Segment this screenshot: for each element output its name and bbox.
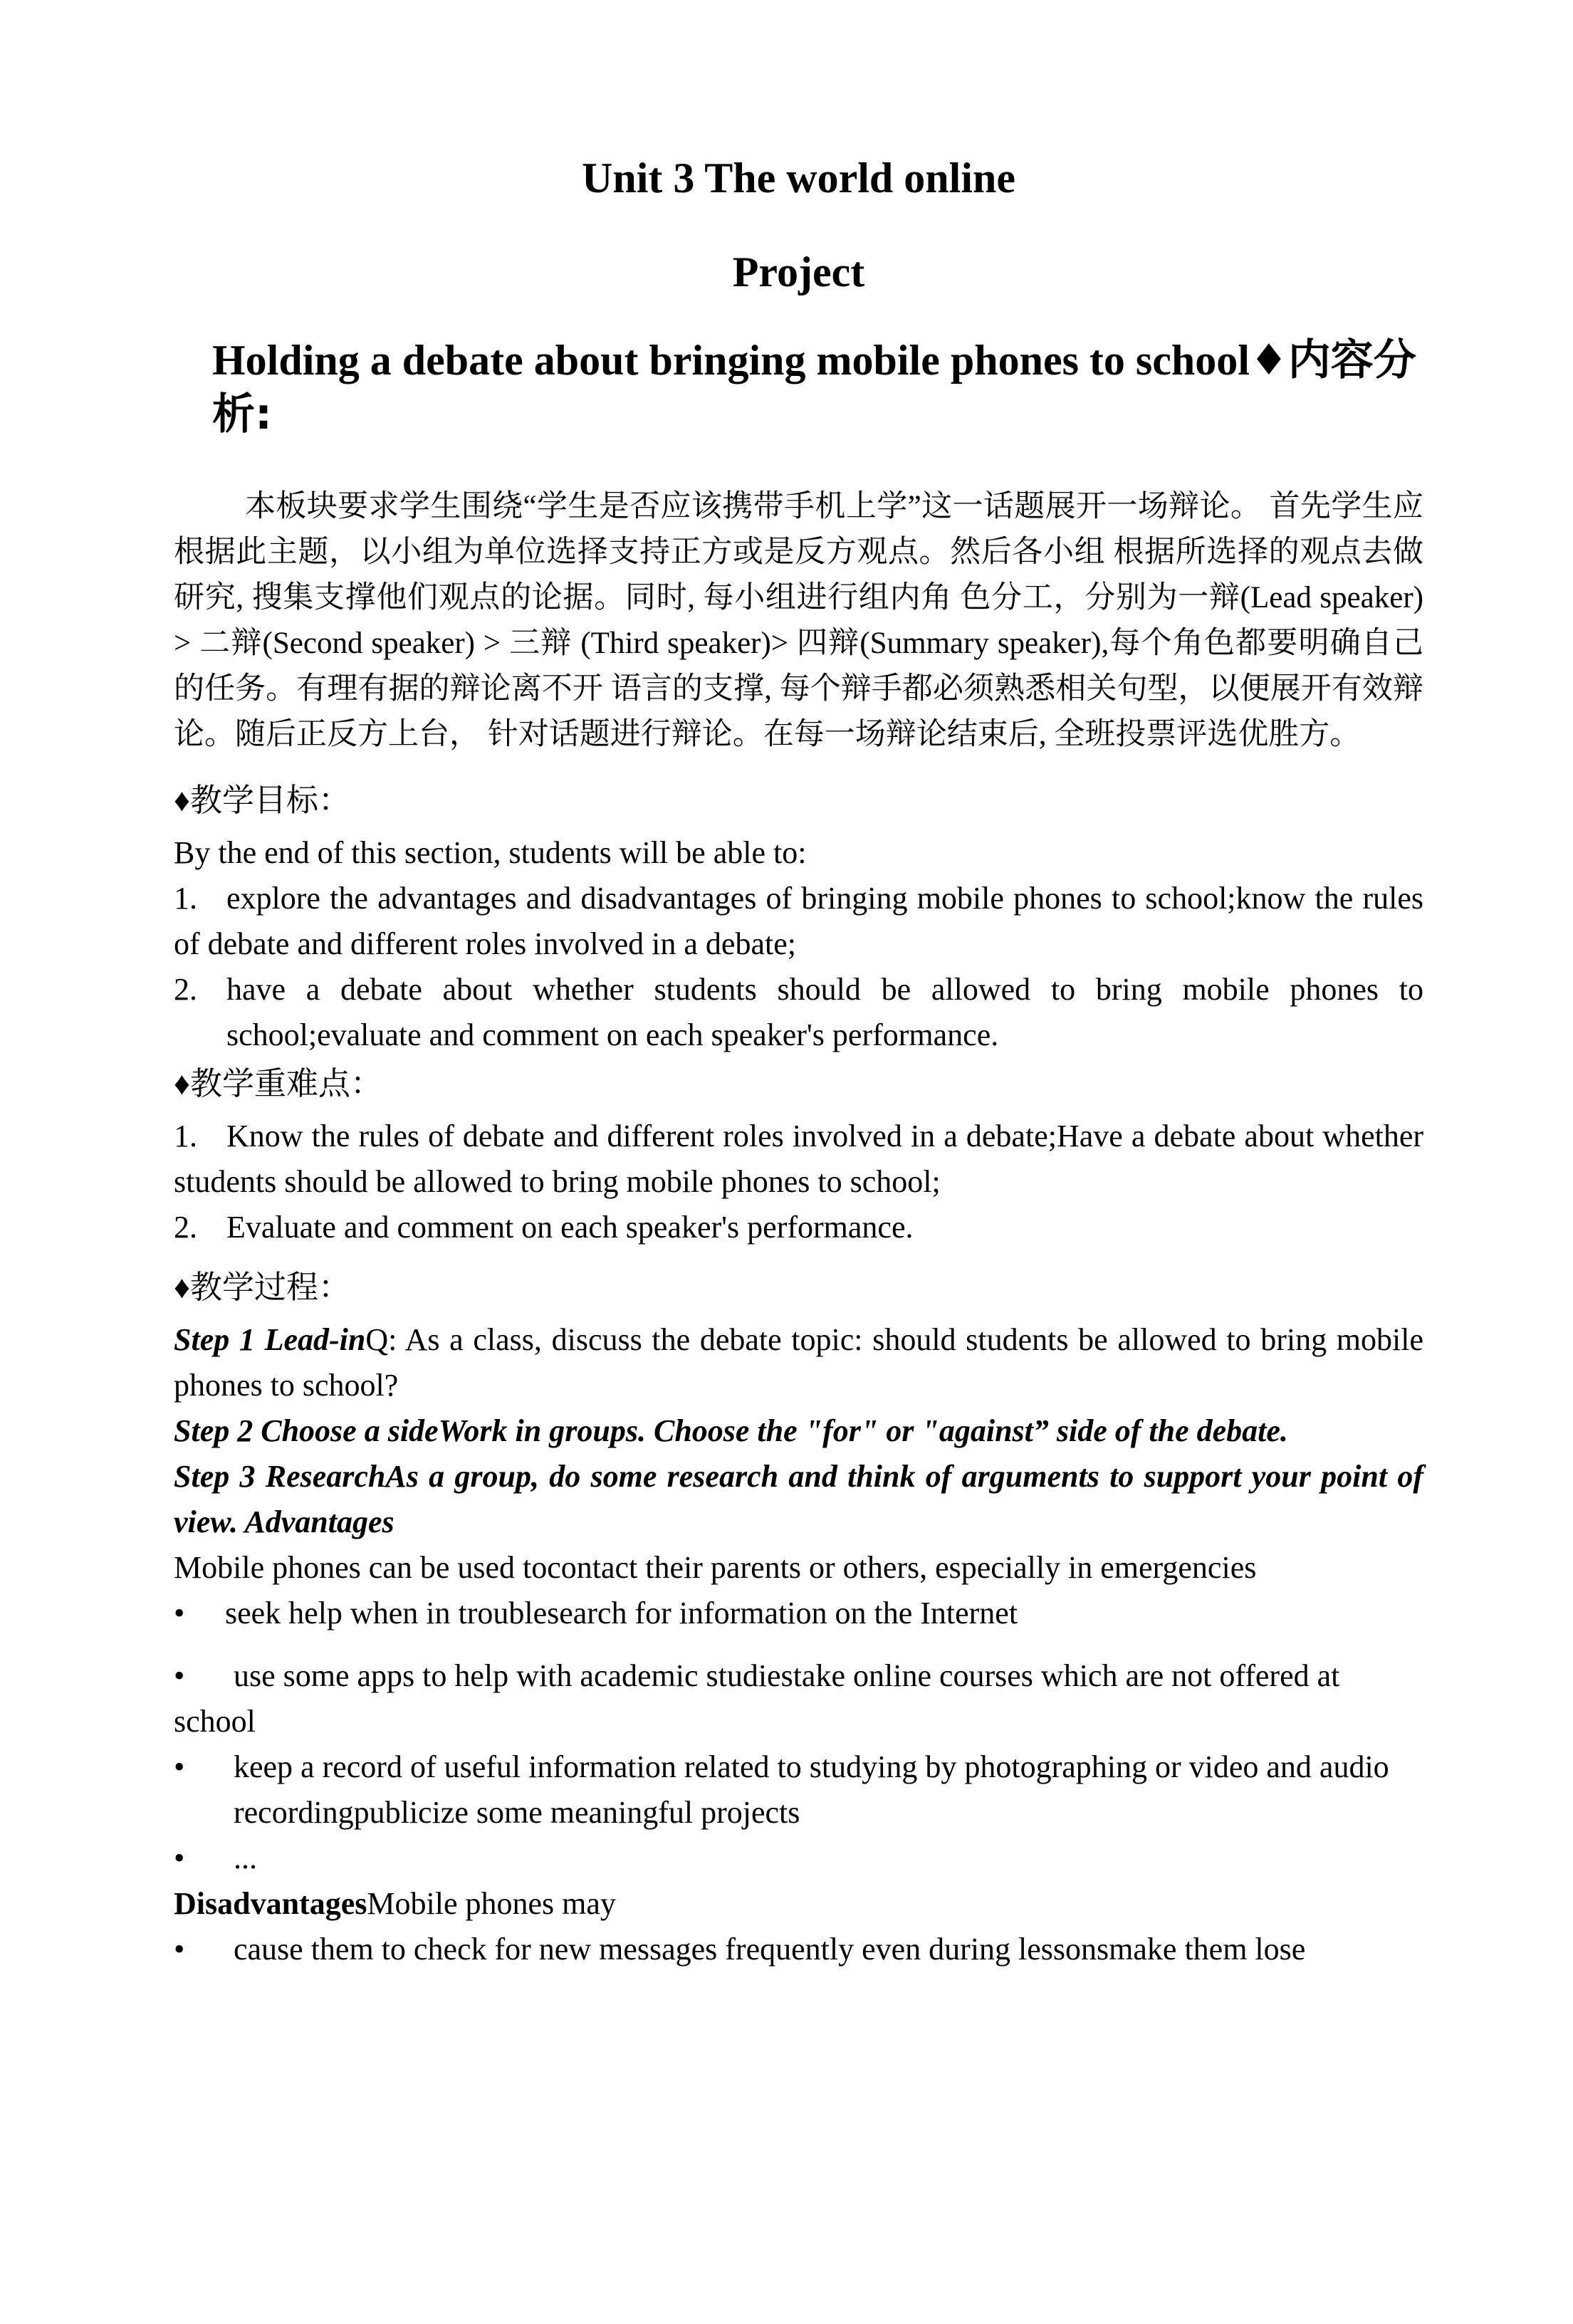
objective-number: 1. [174, 881, 197, 916]
project-title: Project [732, 248, 865, 295]
advantage-text: ... [234, 1841, 257, 1875]
objective-number: 2. [174, 972, 197, 1007]
key-point-item [174, 1114, 1423, 1205]
key-point-text: Evaluate and comment on each speaker's performance. [226, 1210, 914, 1245]
advantage-item [174, 1653, 1423, 1744]
objective-item [174, 967, 1423, 1058]
step-1-text: Q: As a class, discuss the debate topic: should students be allowed to bring mobile phones to school? [174, 1322, 1423, 1403]
process-heading: ♦教学过程： [174, 1270, 350, 1305]
step-1 [174, 1317, 1423, 1408]
step-3: Step 3 ResearchAs a group, do some research and think of arguments to support your point of view. Advantages [174, 1459, 1423, 1539]
bullet-icon: • [174, 1932, 185, 1967]
advantage-text: use some apps to help with academic studiestake online courses which are not offered at school [174, 1658, 1340, 1739]
lesson-heading [174, 333, 1423, 441]
intro-paragraph: 本板块要求学生围绕“学生是否应该携带手机上学”这一话题展开一场辩论。 首先学生应根据此主题，以小组为单位选择支持正方或是反方观点。然后各小组 根据所选择的观点去做研究, 搜集支撑他们观点的论据。同时, 每小组进行组内角 色分工，分别为一辩(Lead speaker) > 二辩(Second speaker) > 三辩 (Third speaker)> 四辩(Summary speaker),每个角色都要明确自己的任务。有理有据的辩论离不开 语言的支撑, 每个辩手都必须熟悉相关句型，以便展开有效辩论。随后正反方上台， 针对话题进行辩论。在每一场辩论结束后, 全班投票评选优胜方。 [174, 490, 1423, 751]
step-2: Step 2 Choose a sideWork in groups. Choose the "for" or "against” side of the debate. [174, 1413, 1288, 1448]
key-point-text: Know the rules of debate and different roles involved in a debate;Have a debate about whether students should be allowed to bring mobile phones to school; [174, 1119, 1423, 1199]
content-analysis-label: ♦内容分析: [212, 335, 1416, 439]
disadvantages-label: Disadvantages [174, 1886, 367, 1921]
objective-text: explore the advantages and disadvantages of bringing mobile phones to school;know the rules of debate and different roles involved in a debate; [174, 881, 1423, 961]
bullet-icon: • [174, 1596, 185, 1631]
bullet-icon: • [174, 1658, 185, 1693]
objective-item [174, 876, 1423, 967]
advantage-item [174, 1591, 1423, 1636]
objectives-lead: By the end of this section, students will be able to: [174, 835, 807, 870]
bullet-icon: • [174, 1749, 185, 1784]
lesson-heading-text: Holding a debate about bringing mobile phones to school [212, 337, 1250, 384]
disadvantage-item [174, 1927, 1423, 1972]
objective-text: have a debate about whether students should be allowed to bring mobile phones to school;evaluate and comment on each speaker's performance. [226, 972, 1423, 1052]
disadvantage-text: cause them to check for new messages frequently even during lessonsmake them lose [234, 1932, 1306, 1967]
bullet-icon: • [174, 1841, 185, 1875]
disadvantages-lead: Mobile phones may [367, 1886, 616, 1921]
advantages-lead: Mobile phones can be used tocontact their parents or others, especially in emergencies [174, 1550, 1257, 1585]
advantage-text: keep a record of useful information related to studying by photographing or video and audio recordingpublicize some meaningful projects [234, 1749, 1389, 1830]
key-point-number: 1. [174, 1119, 197, 1153]
key-point-item [174, 1205, 1423, 1250]
advantage-item [174, 1744, 1423, 1836]
advantage-item [174, 1836, 1423, 1881]
unit-title: Unit 3 The world online [582, 155, 1015, 201]
key-point-number: 2. [174, 1210, 197, 1245]
key-points-heading: ♦教学重难点： [174, 1066, 382, 1101]
disadvantages-line [174, 1881, 1423, 1927]
step-1-label: Step 1 Lead-in [174, 1322, 366, 1357]
objectives-heading: ♦教学目标： [174, 782, 350, 818]
advantage-text: seek help when in troublesearch for information on the Internet [225, 1596, 1018, 1631]
